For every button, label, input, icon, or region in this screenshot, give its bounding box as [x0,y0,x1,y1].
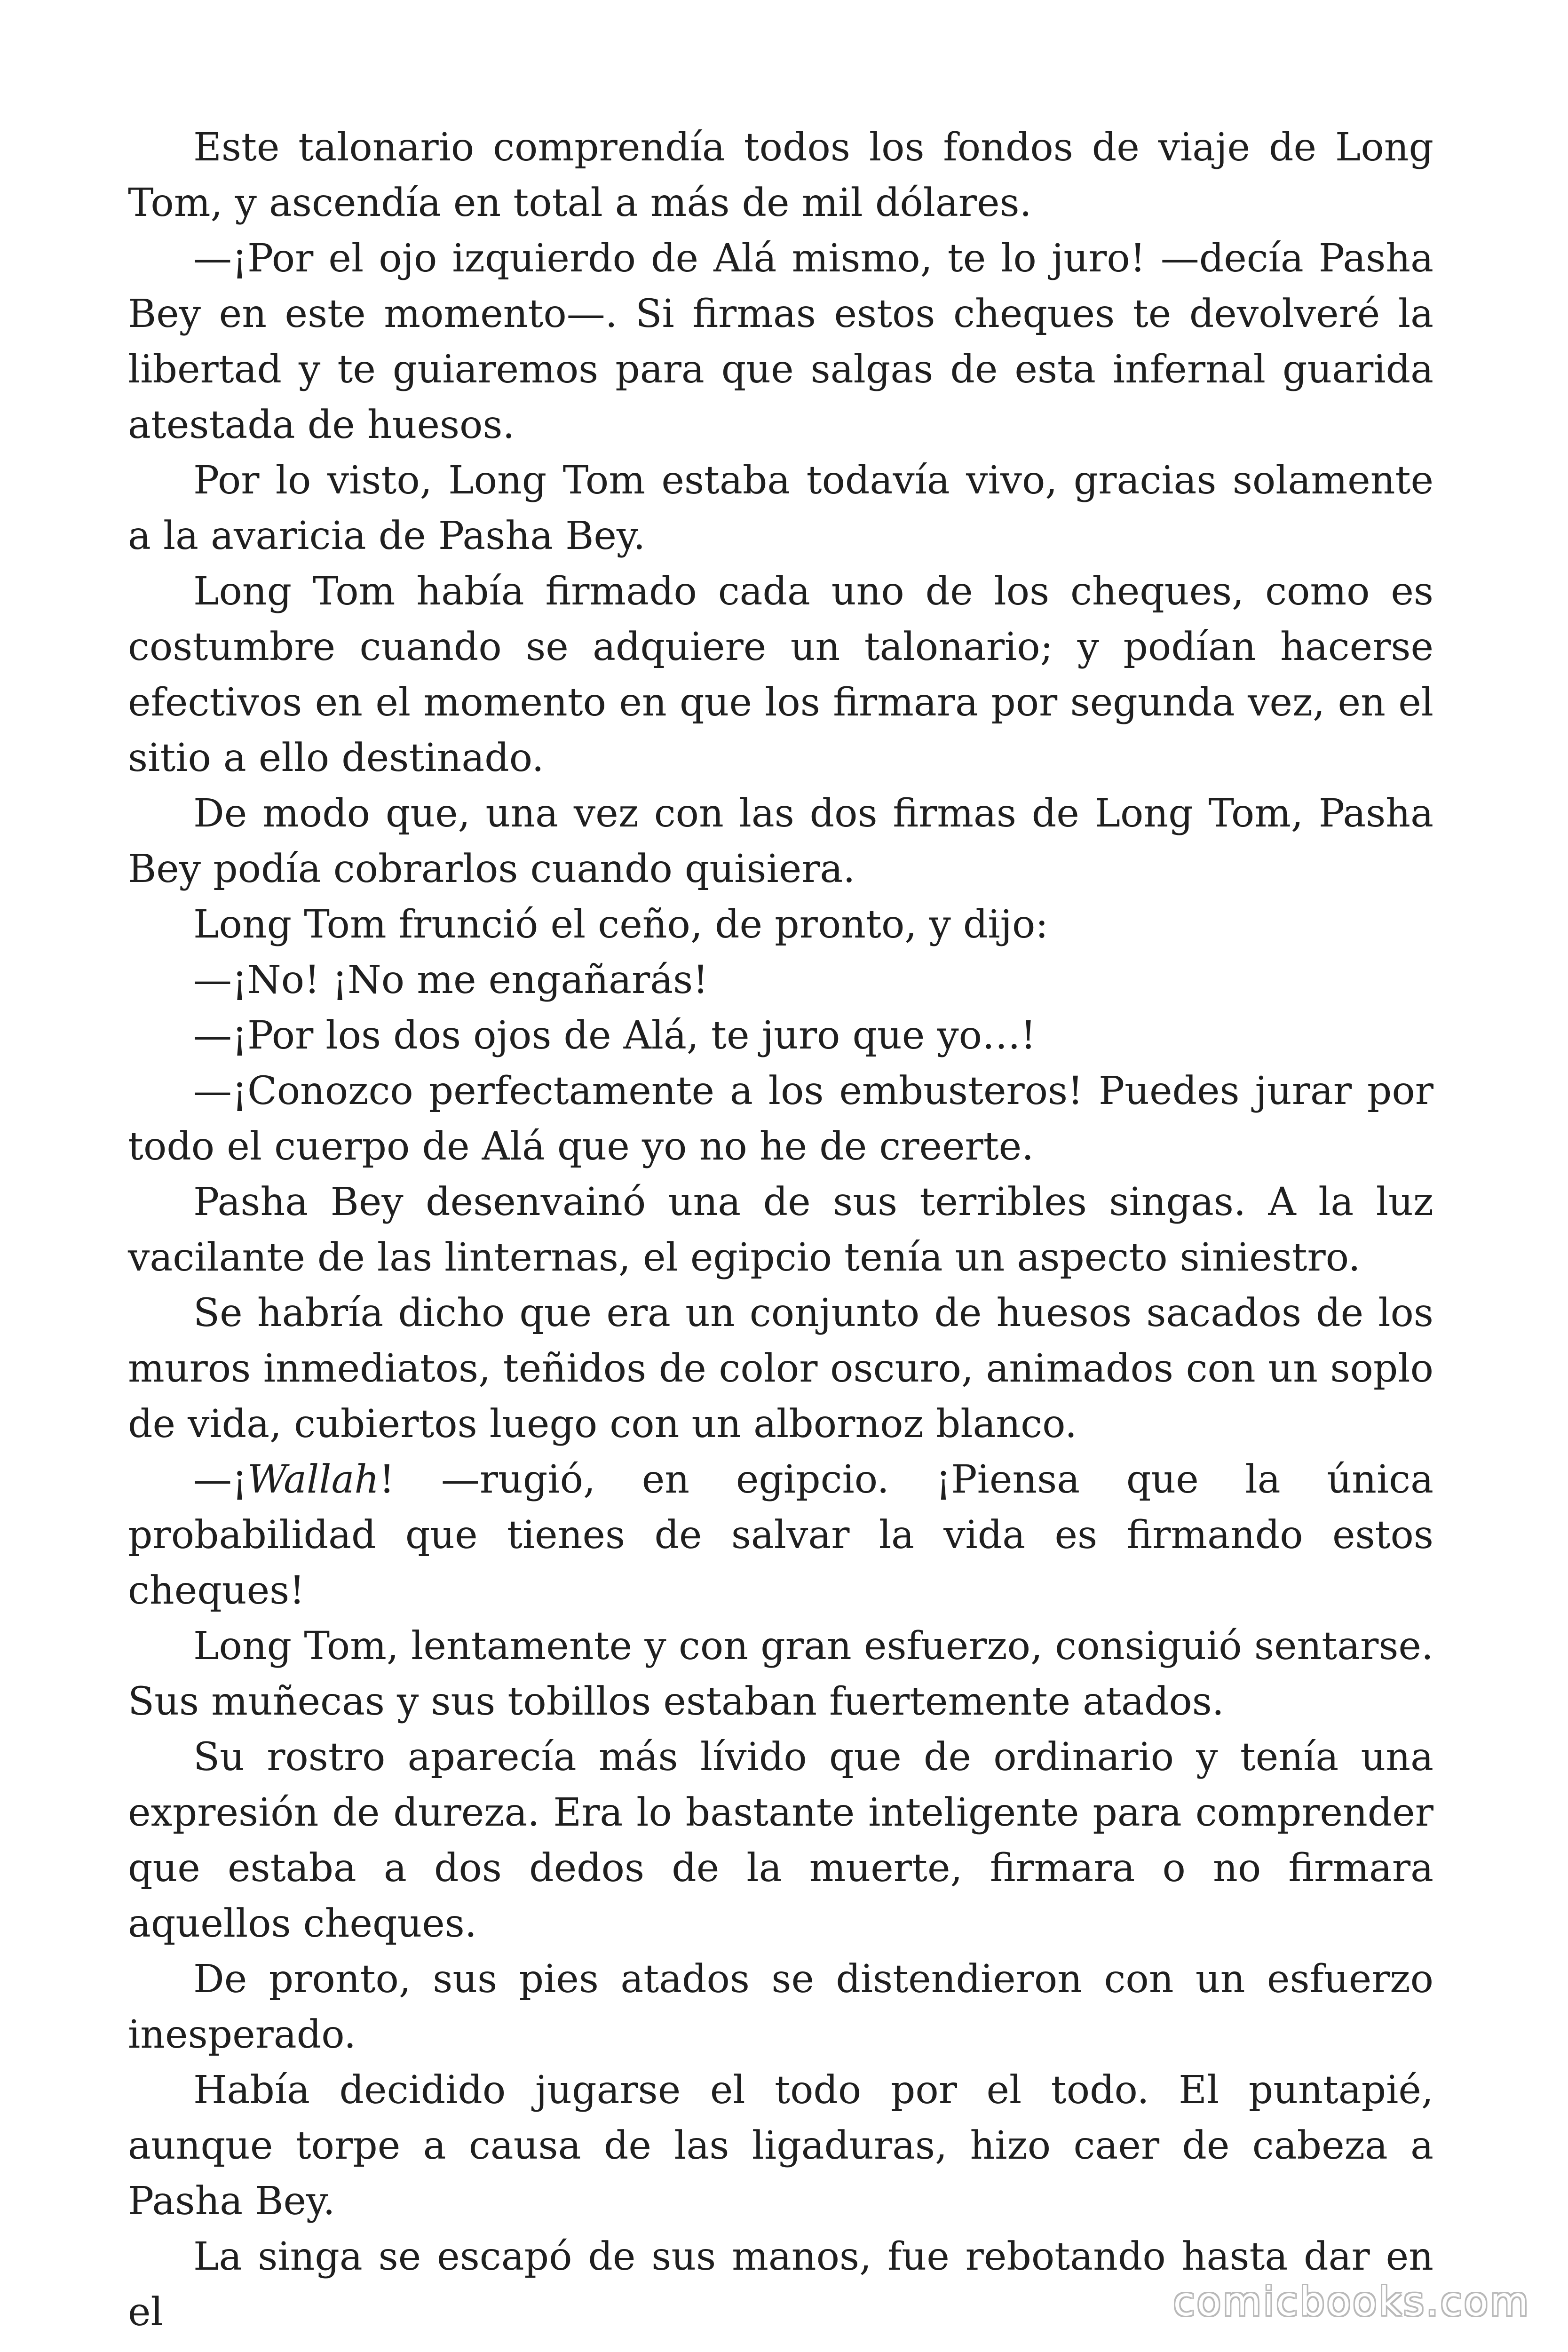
paragraph-16: Había decidido jugarse el todo por el todo. El puntapié, aunque torpe a causa de las ligaduras, hizo caer de cabeza a Pasha Bey. [128,2068,1433,2224]
paragraph-15: De pronto, sus pies atados se distendieron con un esfuerzo inesperado. [128,1957,1433,2057]
paragraph-4: Long Tom había firmado cada uno de los cheques, como es costumbre cuando se adquiere un talonario; y podían hacerse efectivos en el momento en que los firmara por segunda vez, en el sitio a ello destinado. [128,569,1433,780]
paragraph-12-italic: Wallah [247,1457,380,1502]
paragraph-11: Se habría dicho que era un conjunto de huesos sacados de los muros inmediatos, teñidos de color oscuro, animados con un soplo de vida, cubiertos luego con un albornoz blanco. [128,1291,1433,1446]
paragraph-5: De modo que, una vez con las dos firmas de Long Tom, Pasha Bey podía cobrarlos cuando quisiera. [128,791,1433,891]
paragraph-14: Su rostro aparecía más lívido que de ordinario y tenía una expresión de dureza. Era lo bastante inteligente para comprender que estaba a dos dedos de la muerte, firmara o no firmara aquellos cheques. [128,1735,1433,1946]
paragraph-8: —¡Por los dos ojos de Alá, te juro que yo…! [193,1013,1036,1058]
watermark: comicbooks.com [1173,2279,1530,2325]
paragraph-3: Por lo visto, Long Tom estaba todavía vivo, gracias solamente a la avaricia de Pasha Bey. [128,458,1433,558]
paragraph-13: Long Tom, lentamente y con gran esfuerzo, consiguió sentarse. Sus muñecas y sus tobillos estaban fuertemente atados. [128,1624,1433,1724]
paragraph-6: Long Tom frunció el ceño, de pronto, y dijo: [193,902,1048,947]
paragraph-1: Este talonario comprendía todos los fondos de viaje de Long Tom, y ascendía en total a más de mil dólares. [128,125,1433,225]
paragraph-12-lead: —¡ [193,1457,247,1502]
paragraph-12 [128,1452,1433,1619]
paragraph-12-rest: ! —rugió, en egipcio. ¡Piensa que la única probabilidad que tienes de salvar la vida es firmando estos cheques! [128,1457,1433,1613]
paragraph-2: —¡Por el ojo izquierdo de Alá mismo, te lo juro! —decía Pasha Bey en este momento—. Si firmas estos cheques te devolveré la libertad y te guiaremos para que salgas de esta infernal guarida atestada de huesos. [128,236,1433,447]
paragraph-10: Pasha Bey desenvainó una de sus terribles singas. A la luz vacilante de las linternas, el egipcio tenía un aspecto siniestro. [128,1180,1433,1280]
paragraph-17: La singa se escapó de sus manos, fue rebotando hasta dar en el [128,2234,1433,2335]
paragraph-7: —¡No! ¡No me engañarás! [193,958,709,1002]
body-text [128,120,1433,2340]
paragraph-9: —¡Conozco perfectamente a los embusteros! Puedes jurar por todo el cuerpo de Alá que yo no he de creerte. [128,1069,1433,1169]
